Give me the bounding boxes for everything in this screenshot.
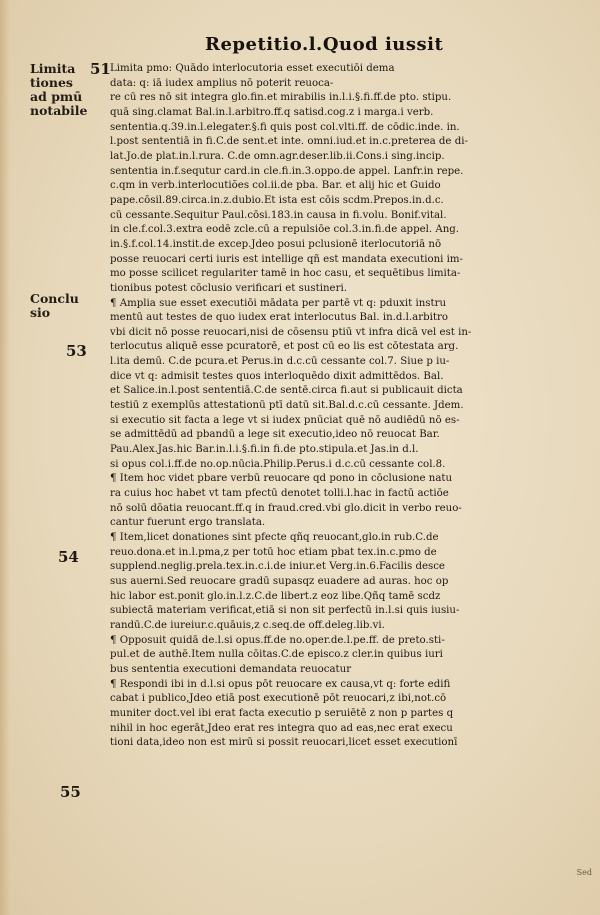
text-line: nihil in hoc egerāt,Jdeo erat res integra quo ad eas,nec erat execu — [110, 722, 453, 734]
margin-note-limitationes — [30, 62, 88, 118]
text-line: randū.C.de iureiur.c.quāuis,z c.seq.de off.deleg.lib.vi. — [110, 619, 385, 631]
text-line: in.§.f.col.14.instit.de excep.Jdeo posui pclusionē iterlocutoriā nō — [110, 238, 442, 250]
text-line: pul.et de authē.Item nulla cōitas.C.de episco.z cler.in quibus iuri — [110, 649, 443, 661]
text-line: bus sententia executioni demandata reuocatur — [110, 663, 352, 675]
text-line: subiectā materiam verificat,etiā si non sit perfectū in.l.si quis iusiu- — [110, 605, 460, 617]
margin-number-51: 51 — [90, 60, 111, 78]
text-line: quā sing.clamat Bal.in.l.arbitro.ff.q satisd.cog.z i marga.i verb. — [110, 106, 434, 118]
text-line: mentū aut testes de quo iudex erat interlocutus Bal. in.d.l.arbitro — [110, 312, 448, 324]
text-line: lat.Jo.de plat.in.l.rura. C.de omn.agr.deser.lib.ii.Cons.i sing.incip. — [110, 150, 445, 162]
margin-note-conclusio — [30, 292, 79, 320]
text-line: se admittēdū ad pbandū a lege sit executio,ideo nō reuocat Bar. — [110, 429, 440, 441]
text-line: et Salice.in.l.post sententiā.C.de sentē.circa fi.aut si publicauit dicta — [110, 385, 463, 397]
text-line: data: q: iā iudex amplius nō poterit reuoca- — [110, 77, 334, 89]
text-line: ¶ Amplia sue esset executiōi mādata per partē vt q: pduxit instru — [110, 297, 447, 309]
running-header: Repetitio.l.Quod iussit — [205, 34, 444, 55]
body-text — [110, 62, 575, 751]
text-line: posse reuocari certi iuris est intellige qñ est mandata executioni im- — [110, 253, 464, 265]
text-line: l.post sententiā in fi.C.de sent.et inte. omni.iud.et in.c.preterea de di- — [110, 136, 468, 148]
text-line: pape.cōsil.89.circa.in.z.dubio.Et ista est cōis scdm.Prepos.in.d.c. — [110, 194, 444, 206]
text-line: sus auerni.Sed reuocare gradū supasqz euadere ad auras. hoc op — [110, 575, 449, 587]
margin-line: Conclu — [30, 291, 79, 306]
text-line: c.qm in verb.interlocutiões col.ii.de pba. Bar. et alij hic et Guido — [110, 180, 441, 192]
text-line: terlocutus aliquē esse pcuratorē, et post cū eo lis est cōtestata arg. — [110, 341, 459, 353]
text-line: mo posse scilicet regulariter tamē in hoc casu, et sequētibus limita- — [110, 268, 461, 280]
text-line: ¶ Opposuit quidā de.l.si opus.ff.de no.oper.de.l.pe.ff. de preto.sti- — [110, 634, 445, 646]
text-line: Limita pmo: Quādo interlocutoria esset executiōi dema — [110, 63, 395, 74]
margin-line: Limita — [30, 61, 76, 76]
text-line: tionibus potest cōclusio verificari et sustineri. — [110, 282, 347, 294]
text-line: ¶ Item,licet donationes sint pfecte qñq reuocant,glo.in rub.C.de — [110, 532, 439, 543]
text-line: hic labor est.ponit glo.in.l.z.C.de libert.z eoz libe.Qñq tamē scdz — [110, 590, 441, 602]
corner-mark: Sed — [576, 868, 592, 877]
text-line: dice vt q: admisit testes quos interloquēdo dixit admittēdos. Bal. — [110, 370, 444, 382]
margin-line: ad pmū — [30, 89, 83, 104]
margin-number-53: 53 — [66, 342, 87, 360]
margin-line: notabile — [30, 103, 88, 118]
margin-line: tiones — [30, 75, 73, 90]
text-line: tioni data,ideo non est mirū si possit reuocari,licet esset executionī — [110, 737, 458, 749]
text-line: Pau.Alex.Jas.hic Bar.in.l.i.§.fi.in fi.de pto.stipula.et Jas.in d.l. — [110, 444, 419, 456]
text-line: nō solū dōatia reuocant.ff.q in fraud.cred.vbi glo.dicit in verbo reuo- — [110, 502, 462, 514]
text-line: si executio sit facta a lege vt si iudex pnūciat quē nō audiēdū nō es- — [110, 414, 460, 426]
text-line: sententia.q.39.in.l.elegater.§.fi quis post col.vlti.ff. de cōdic.inde. in. — [110, 121, 460, 133]
text-line: si opus col.i.ff.de no.op.nūcia.Philip.Perus.i d.c.cū cessante col.8. — [110, 458, 446, 470]
text-line: testiū z exemplūs attestationū ptī datū sit.Bal.d.c.cū cessante. Jdem. — [110, 400, 464, 412]
text-line: cū cessante.Sequitur Paul.cōsi.183.in causa in fi.volu. Bonif.vital. — [110, 209, 447, 221]
text-line: cabat i publico,Jdeo etiā post executionē pōt reuocari,z ibi,not.cō — [110, 693, 447, 705]
text-line: l.ita demū. C.de pcura.et Perus.in d.c.cū cessante col.7. Siue p iu- — [110, 356, 450, 368]
text-line: ¶ Item hoc videt pbare verbū reuocare qd pono in cōclusione natu — [110, 473, 453, 485]
text-line: sententia in.f.sequtur card.in cle.fi.in.3.oppo.de appel. Lanfr.in repe. — [110, 165, 464, 177]
text-line: ra cuius hoc habet vt tam pfectū denotet tolli.l.hac in factū actiōe — [110, 488, 449, 500]
margin-number-55: 55 — [60, 783, 81, 801]
text-line: supplend.neglig.prela.tex.in.c.i.de iniur.et Verg.in.6.Facilis desce — [110, 561, 445, 573]
text-line: cantur fuerunt ergo translata. — [110, 517, 266, 529]
margin-number-54: 54 — [58, 548, 79, 566]
text-line: reuo.dona.et in.l.pma,z per totū hoc etiam pbat tex.in.c.pmo de — [110, 546, 437, 558]
text-line: in cle.f.col.3.extra eodē zcle.cū a repulsiōe col.3.in.fi.de appel. Ang. — [110, 224, 460, 236]
margin-line: sio — [30, 305, 51, 320]
text-line: vbi dicit nō posse reuocari,nisi de cōsensu ptiū vt infra dicā vel est in- — [110, 326, 472, 338]
text-line: ¶ Respondi ibi in d.l.si opus pōt reuocare ex causa,vt q: forte edifi — [110, 678, 451, 690]
text-line: muniter doct.vel ibi erat facta executio p seruiētē z non p partes q — [110, 707, 454, 719]
text-line: re cū res nō sit integra glo.fin.et mirabilis in.l.i.§.fi.ff.de pto. stipu. — [110, 92, 452, 104]
